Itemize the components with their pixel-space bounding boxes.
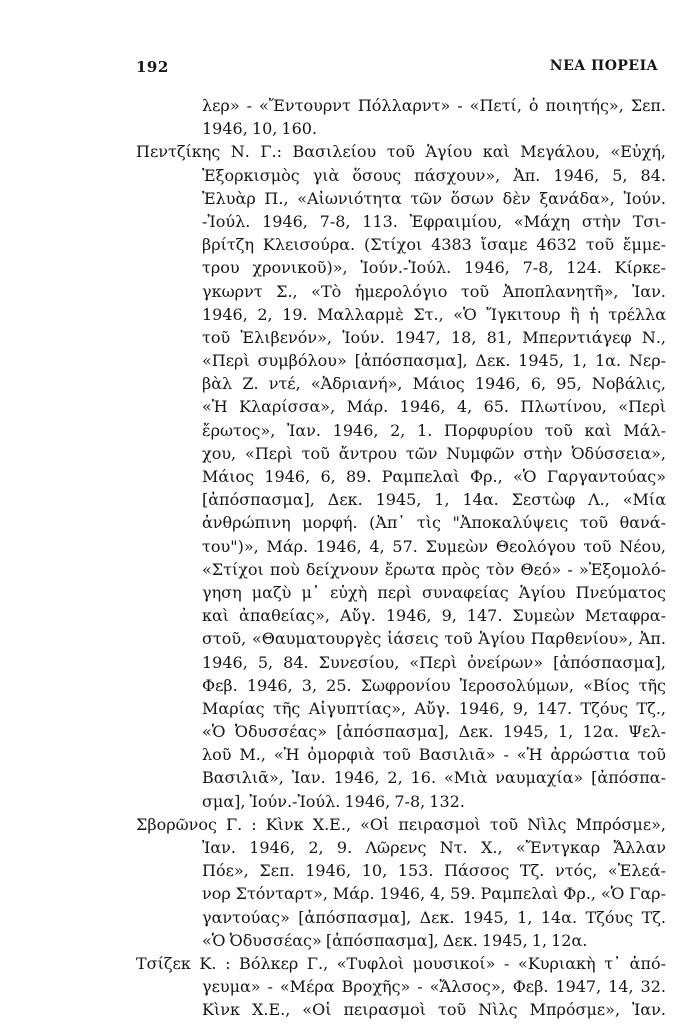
entry-continuation-line: του")», Μάρ. 1946, 4, 57. Συμεὼν Θεολόγου τοῦ Νέου, [202,536,666,556]
entry-continuation-line: βρίτζη Κλεισούρα. (Στίχοι 4383 ἴσαμε 4632 τοῦ ἔμμε- [202,235,666,255]
entry-continuation-line: Ἐλυὰρ Π., «Αἰωνιότητα τῶν ὅσων δὲν ξανάδα», Ἰούν. [202,188,666,208]
entry-continuation-line: γευμα» - «Μέρα Βροχῆς» - «Ἄλσος», Φεβ. 1947, 14, 32. [202,977,666,997]
entry-continuation-line: καὶ ἀπαθείας», Αὔγ. 1946, 9, 147. Συμεὼν Μεταφρα- [202,606,666,626]
entry-continuation-line: στοῦ, «Θαυματουργὲς ἰάσεις τοῦ Ἁγίου Παρθενίου», Ἀπ. [202,629,666,649]
entry-heading-line: Πεντζίκης Ν. Γ.: Βασιλείου τοῦ Ἁγίου καὶ Μεγάλου, «Εὐχή, [136,142,666,162]
entry-continuation-line: λερ» - «Ἔντουρντ Πόλλαρντ» - «Πετί, ὁ ποιητής», Σεπ. [202,96,666,115]
entry-continuation-line: [ἀπόσπασμα], Δεκ. 1945, 1, 14α. Σεστὼφ Λ., «Μία [202,490,666,510]
entry-continuation-line: -Ἰούλ. 1946, 7-8, 113. Ἐφραιμίου, «Μάχη στὴν Τσι- [202,211,666,231]
entry-continuation-line: ἀνθρώπινη μορφή. (Ἀπ᾽ τὶς "Ἀποκαλύψεις τοῦ θανά- [202,513,666,533]
running-head: ΝΕΑ ΠΟΡΕΙΑ [549,58,658,74]
entry-continuation-line: «Ὁ Ὀδυσσέας» [ἀπόσπασμα], Δεκ. 1945, 1, 12α. Ψελ- [202,722,666,742]
entry-continuation-line: Κὶνκ Χ.Ε., «Οἱ πειρασμοὶ τοῦ Νὶλς Μπρόσμε», Ἰαν. [202,1000,666,1020]
entry-continuation-line: γαντούας» [ἀπόσπασμα], Δεκ. 1945, 1, 14α. Τζόυς Τζ. [202,907,666,927]
index-entries [136,94,666,1022]
entry-continuation-line: σμα], Ἰούν.-Ἰούλ. 1946, 7-8, 132. [202,791,465,811]
entry-continuation-line: 1946, 10, 160. [202,119,318,139]
entry-continuation-line: 1946, 5, 84. Συνεσίου, «Περὶ ὀνείρων» [ἀπόσπασμα], [202,652,666,672]
entry-continuation-line: 1946, 2, 19. Μαλλαρμὲ Στ., «Ὁ Ἴγκιτουρ ἢ ἡ τρέλλα [202,304,666,324]
entry-continuation-line: γκωρντ Σ., «Τὸ ἡμερολόγιο τοῦ Ἀποπλανητῆ», Ἰαν. [202,281,666,301]
entry-continuation-line: Ἐξορκισμὸς γιὰ ὅσους πάσχουν», Ἀπ. 1946, 5, 84. [202,165,666,185]
entry-continuation-line: Ἰαν. 1946, 2, 9. Λῶρενς Ντ. Χ., «Ἔντγκαρ Ἄλλαν [202,838,666,857]
entry-continuation-line: «Στίχοι ποὺ δείχνουν ἔρωτα πρὸς τὸν Θεό» - »Ἐξομολό- [202,559,666,579]
entry-continuation-line: Βασιλιᾶ», Ἰαν. 1946, 2, 16. «Μιὰ ναυμαχία» [ἀπόσπα- [202,768,666,788]
entry-continuation-line: τοῦ Ἐλιβενόν», Ἰούν. 1947, 18, 81, Μπερντιάγεφ Ν., [202,327,666,347]
entry-continuation-line: τρου χρονικοῦ)», Ἰούν.-Ἰούλ. 1946, 7-8, 124. Κίρκε- [202,258,666,278]
entry-continuation-line: «Ὁ Ὀδυσσέας» [ἀπόσπασμα], Δεκ. 1945, 1, 12α. [202,930,588,950]
entry-continuation-line: νορ Στόνταρτ», Μάρ. 1946, 4, 59. Ραμπελαὶ Φρ., «Ὁ Γαρ- [202,884,666,904]
page-number: 192 [136,58,169,76]
entry-continuation-line: «Περὶ συμβόλου» [ἀπόσπασμα], Δεκ. 1945, 1, 1α. Νερ- [202,351,666,371]
entry-continuation-line: Πόε», Σεπ. 1946, 10, 153. Πάσσος Τζ. ντός, «Ἐλεά- [202,861,666,881]
entry-continuation-line: «Ἡ Κλαρίσσα», Μάρ. 1946, 4, 65. Πλωτίνου, «Περὶ [202,397,666,417]
entry-continuation-line: λοῦ Μ., «Ἡ ὀμορφιὰ τοῦ Βασιλιᾶ» - «Ἡ ἀρρώστια τοῦ [202,745,666,765]
entry-continuation-line: Μάιος 1946, 6, 89. Ραμπελαὶ Φρ., «Ὁ Γαργαντούας» [202,467,666,486]
entry-heading-line: Σβορῶνος Γ. : Κὶνκ Χ.Ε., «Οἱ πειρασμοὶ τοῦ Νὶλς Μπρόσμε», [136,814,666,834]
entry-continuation-line: Φεβ. 1946, 3, 25. Σωφρονίου Ἱεροσολύμων, «Βίος τῆς [202,675,666,695]
entry-continuation-line: Μαρίας τῆς Αἰγυπτίας», Αὔγ. 1946, 9, 147. Τζόυς Τζ., [202,698,666,718]
entry-continuation-line: βὰλ Ζ. ντέ, «Ἀδριανή», Μάιος 1946, 6, 95, Νοβάλις, [202,374,666,394]
entry-continuation-line: χου, «Περὶ τοῦ ἄντρου τῶν Νυμφῶν στὴν Ὀδύσσεια», [202,443,666,463]
entry-continuation-line: ἔρωτος», Ἰαν. 1946, 2, 1. Πορφυρίου τοῦ καὶ Μάλ- [202,420,666,440]
entry-heading-line: Τσίζεκ Κ. : Βόλκερ Γ., «Τυφλοὶ μουσικοί» - «Κυριακὴ τ᾽ ἀπό- [136,953,666,973]
entry-continuation-line: γηση μαζὺ μ᾽ εὐχὴ περὶ συναφείας Ἁγίου Πνεύματος [202,582,666,602]
